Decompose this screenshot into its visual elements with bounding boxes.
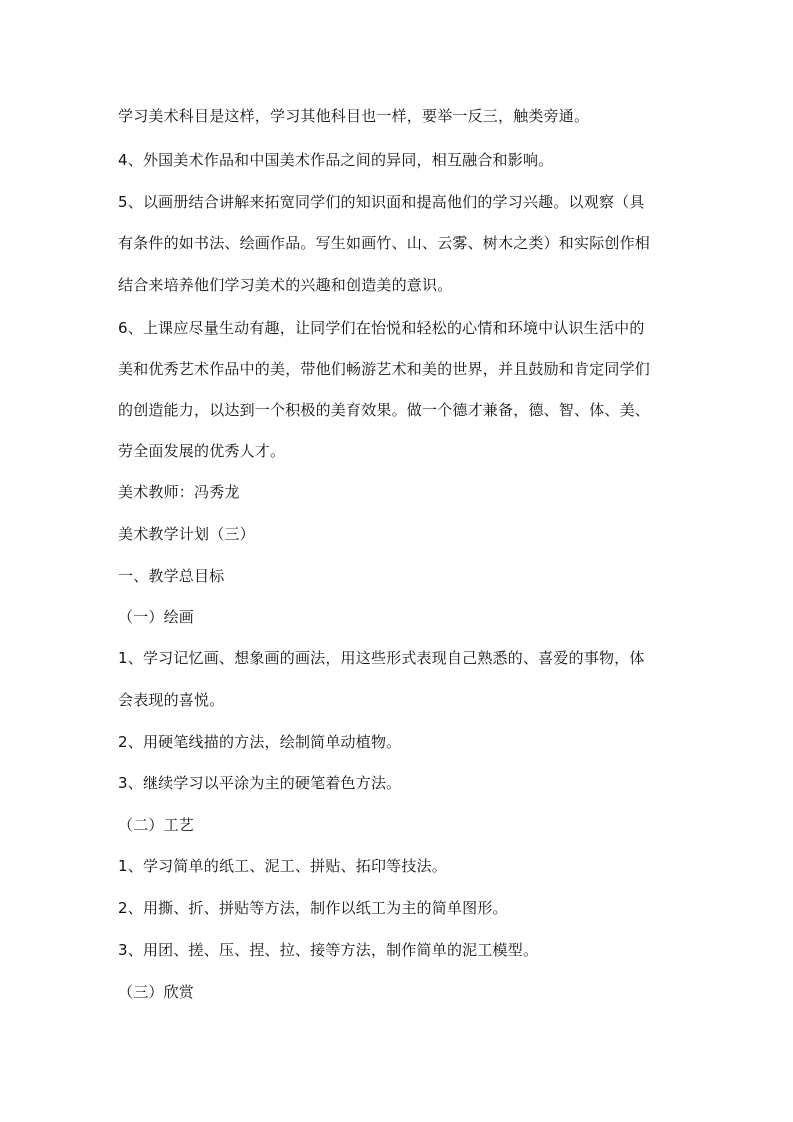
text-line: 学习美术科目是这样，学习其他科目也一样，要举一反三，触类旁通。 xyxy=(118,107,590,125)
text-line: 劳全面发展的优秀人才。 xyxy=(118,442,286,460)
text-line: 1、学习简单的纸工、泥工、拼贴、拓印等技法。 xyxy=(118,857,447,875)
text-line: （二）工艺 xyxy=(118,816,195,834)
text-line: 5、以画册结合讲解来拓宽同学们的知识面和提高他们的学习兴趣。以观察（具 xyxy=(118,193,645,211)
text-line: 2、用撕、折、拼贴等方法，制作以纸工为主的简单图形。 xyxy=(118,899,508,917)
text-line: 结合来培养他们学习美术的兴趣和创造美的意识。 xyxy=(118,276,453,294)
text-line: 3、用团、搓、压、捏、拉、接等方法，制作简单的泥工模型。 xyxy=(118,941,539,959)
text-line: 6、上课应尽量生动有趣，让同学们在怡悦和轻松的心情和环境中认识生活中的 xyxy=(118,319,645,337)
text-line: （一）绘画 xyxy=(118,608,195,626)
text-line: 一、教学总目标 xyxy=(118,567,225,585)
text-line: 有条件的如书法、绘画作品。写生如画竹、山、云雾、树木之类）和实际创作相 xyxy=(118,234,651,252)
text-line: 1、学习记忆画、想象画的画法，用这些形式表现自己熟悉的、喜爱的事物，体 xyxy=(118,649,645,667)
text-line: 会表现的喜悦。 xyxy=(118,691,225,709)
text-line: 美术教师：冯秀龙 xyxy=(118,483,240,501)
text-line: 美术教学计划（三） xyxy=(118,525,255,543)
text-line: 的创造能力，以达到一个积极的美育效果。做一个德才兼备，德、智、体、美、 xyxy=(118,401,651,419)
text-line: 3、继续学习以平涂为主的硬笔着色方法。 xyxy=(118,774,402,792)
text-line: 2、用硬笔线描的方法，绘制简单动植物。 xyxy=(118,733,402,751)
text-line: 美和优秀艺术作品中的美，带他们畅游艺术和美的世界，并且鼓励和肯定同学们 xyxy=(118,360,651,378)
text-line: 4、外国美术作品和中国美术作品之间的异同，相互融合和影响。 xyxy=(118,151,554,169)
text-line: （三）欣赏 xyxy=(118,983,195,1001)
